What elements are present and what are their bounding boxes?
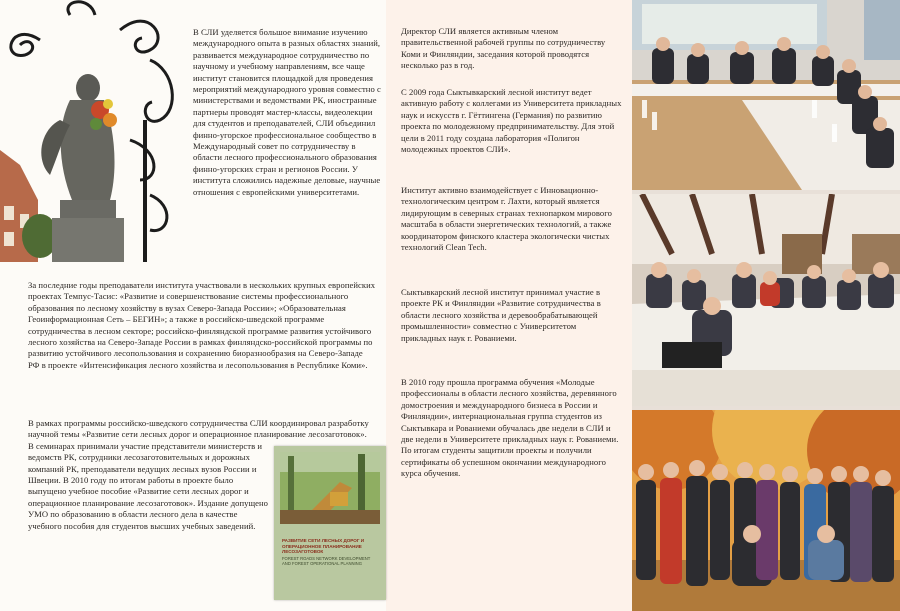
book-title-ru: РАЗВИТИЕ СЕТИ ЛЕСНЫХ ДОРОГ И ОПЕРАЦИОННОЕ ПЛАНИРОВАНИЕ ЛЕСОЗАГОТОВОК: [282, 538, 365, 555]
swedish-cooperation-intro: В рамках программы российско-шведского сотрудничества СЛИ координировал разработку научной темы «Развитие сети лесных дорог и операционное планирование лесозаготовок».: [28, 418, 369, 440]
book-cover-photo: [280, 452, 380, 524]
swedish-cooperation-details: В семинарах принимали участие представители министерств и ведомств РК, сотрудники лесозаготовительных и дорожных компаний РК, преподаватели ведущих лесных вузов России и Швеции. В 2010 году по итогам работы в проекте было выпущено учебное пособие «Развитие сети лесных дорог и операционное планирование лесозаготовок». Издание допущено УМО по образованию в области лесного дела в качестве учебного пособия для студентов высших учебных заведений.: [28, 440, 269, 531]
statue-lantern-photo: [0, 0, 186, 262]
working-group-paragraph: Директор СЛИ является активным членом правительственной рабочей группы по сотрудничеству Коми и Финляндии, заседания которой проводятся несколько раз в год.: [401, 26, 606, 71]
intro-paragraph: В СЛИ уделяется большое внимание изучению международного опыта в разных областях знаний, развивается международное сотрудничество по научному и учебному направлениям, все чаще институт становится площадкой для проведения мероприятий международного уровня совместно с министерствами и ведомствами РК, иностранные партнеры проводят мастер-классы, видеолекции для студентов и преподавателей, СЛИ объединил финно-угорское профессиональное сообщество в Международный совет по сотрудничеству в области лесного профессионального образования финно-угорских стран и регионов России. У института сложились надежные деловые, научные отношения с европейскими университетами.: [193, 27, 381, 197]
tempus-projects-paragraph: За последние годы преподаватели института участвовали в нескольких крупных европейских проектах Темпус-Тасис: «Развитие и совершенствование системы профессионального образования по лесному хозяйству в вузах Северо-Запада России»; «Образовательная Геоинформационная Сеть – БЕГИН»; а также в российско-шведской программе сотрудничества в лесном секторе; российско-финляндской программе развития устойчивого лесного хозяйства на Северо-Западе России в рамках финляндско-российской программы по развитию устойчивого лесопользования и сохранению биоразнообразия на Северо-Западе РФ в проекте «Интенсификация лесного хозяйства и лесопользования в Республике Коми».: [28, 280, 376, 370]
rovaniemi-project-paragraph: Сыктывкарский лесной институт принимал участие в проекте РК и Финляндии «Развитие сотрудничества в области лесного хозяйства и деревообрабатывающей промышленности» совместно с Университетом прикладных наук г. Рованиеми.: [401, 287, 601, 343]
young-professionals-paragraph: В 2010 году прошла программа обучения «Молодые профессионалы в области лесного хозяйства, деревянного домостроения и международного бизнеса в России и Финляндии», интернациональная группа студентов из Сыктывкара и Рованиеми обучалась две недели в СЛИ и две недели в Университете прикладных наук г. Рованиеми. По итогам студенты защитили проекты и получили сертификаты об успешном окончании международного курса обучения.: [401, 377, 619, 479]
meeting-photo: [632, 0, 900, 190]
book-title-en: FOREST ROADS NETWORK DEVELOPMENT AND FOREST OPERATIONAL PLANNING: [282, 556, 371, 567]
students-group-photo: [632, 410, 900, 611]
textbook-cover: [274, 446, 386, 600]
classroom-seminar-photo: [632, 194, 900, 406]
goettingen-paragraph: С 2009 года Сыктывкарский лесной институт ведет активную работу с коллегами из Университета прикладных наук и искусств г. Гёттингена (Германия) по развитию проекта по молодежному предпринимательству. Для этой цели в 2011 году создана лаборатория «Полигон молодежных проектов СЛИ».: [401, 87, 622, 155]
lahti-paragraph: Институт активно взаимодействует с Инновационно-технологическим центром г. Лахти, который является лидирующим в северных странах технопарком мирового масштаба в области энергетических технологий, а также координатором финского кластера экологически чистых технологий Clean Tech.: [401, 185, 612, 253]
